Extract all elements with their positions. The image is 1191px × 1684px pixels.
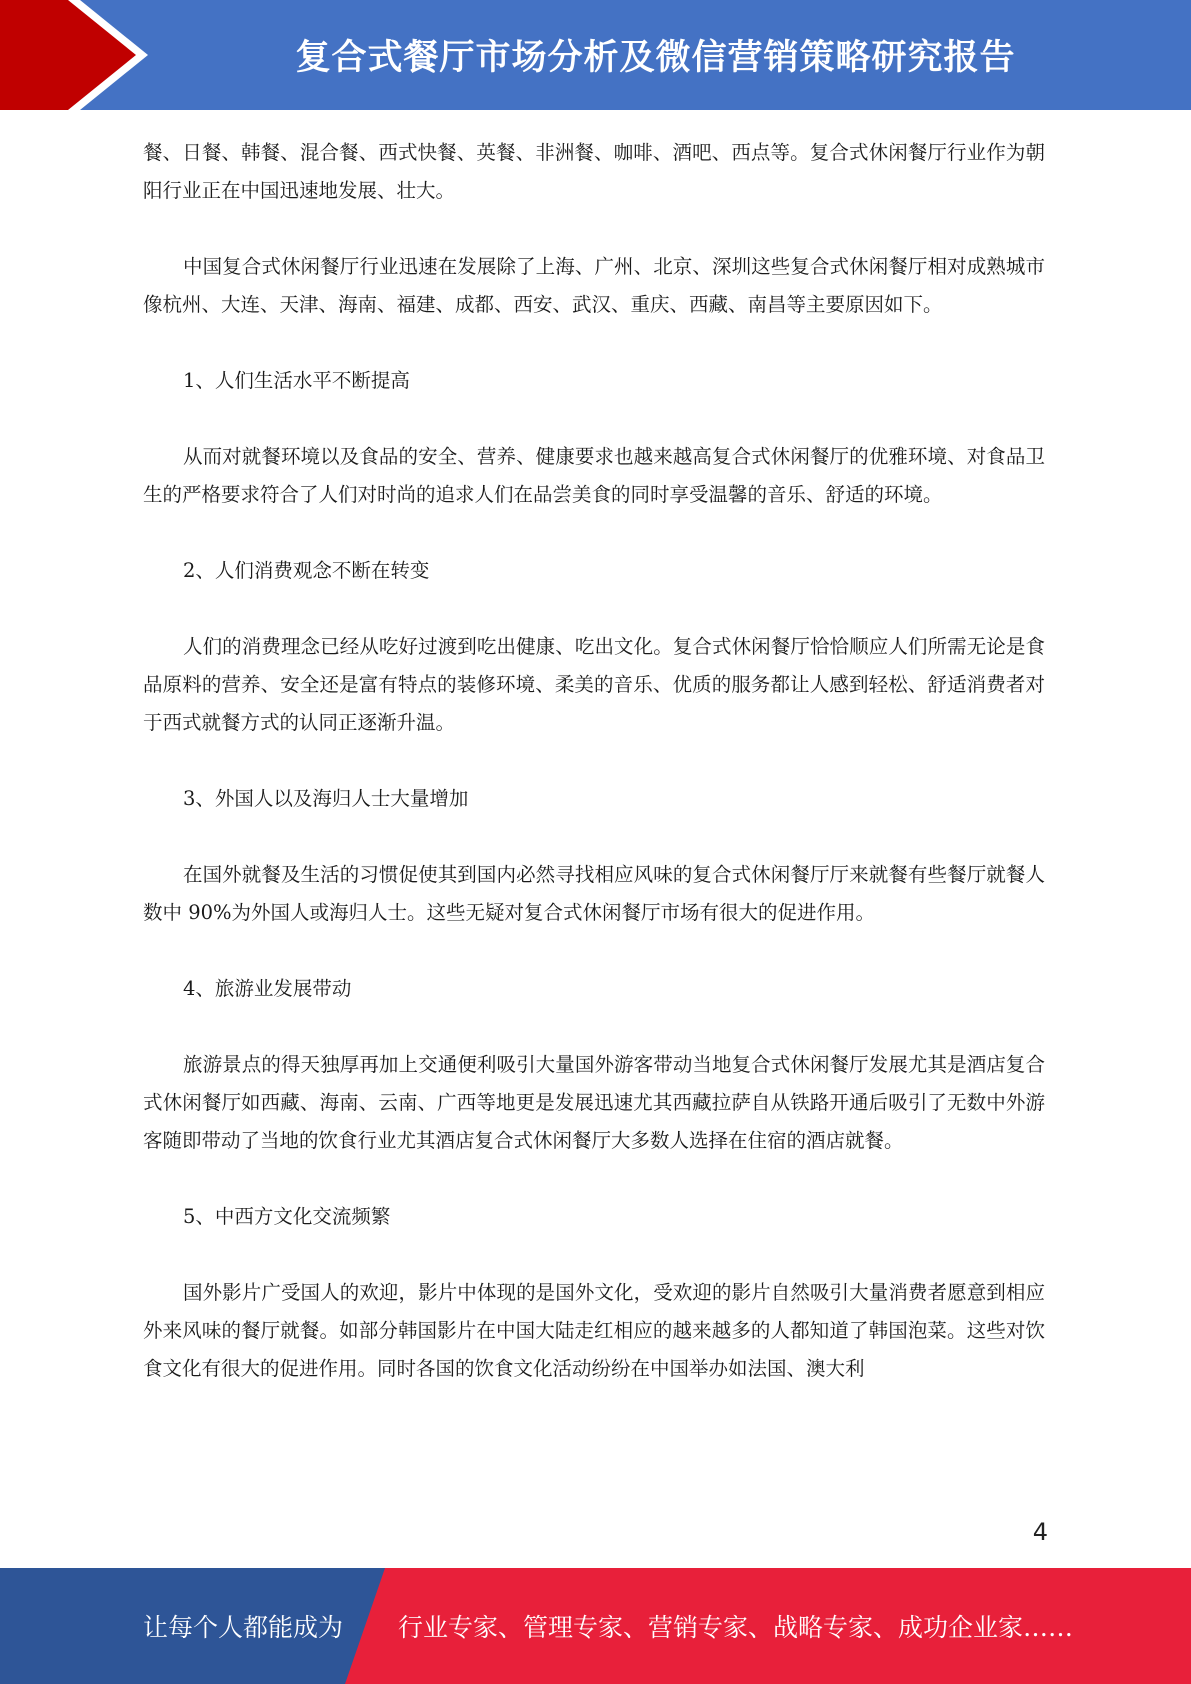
paragraph: 中国复合式休闲餐厅行业迅速在发展除了上海、广州、北京、深圳这些复合式休闲餐厅相对成熟城市像杭州、大连、天津、海南、福建、成都、西安、武汉、重庆、西藏、南昌等主要原因如下。 [143,255,1045,316]
page-footer [0,1568,1191,1684]
paragraph: 在国外就餐及生活的习惯促使其到国内必然寻找相应风味的复合式休闲餐厅厅来就餐有些餐厅就餐人数中 90%为外国人或海归人士。这些无疑对复合式休闲餐厅市场有很大的促进作用。 [143,863,1045,924]
paragraph: 从而对就餐环境以及食品的安全、营养、健康要求也越来越高复合式休闲餐厅的优雅环境、对食品卫生的严格要求符合了人们对时尚的追求人们在品尝美食的同时享受温馨的音乐、舒适的环境。 [143,445,1045,506]
section-heading: 1、人们生活水平不断提高 [183,369,410,392]
footer-slogan-left: 让每个人都能成为 [143,1613,344,1642]
paragraph: 国外影片广受国人的欢迎，影片中体现的是国外文化，受欢迎的影片自然吸引大量消费者愿意到相应外来风味的餐厅就餐。如部分韩国影片在中国大陆走红相应的越来越多的人都知道了韩国泡菜。这些对饮食文化有很大的促进作用。同时各国的饮食文化活动纷纷在中国举办如法国、澳大利 [143,1281,1045,1380]
section-heading: 5、中西方文化交流频繁 [183,1205,391,1228]
document-title: 复合式餐厅市场分析及微信营销策略研究报告 [295,38,1016,78]
document-body [143,134,1045,1426]
section-heading: 4、旅游业发展带动 [183,977,352,1000]
page-header [0,0,1191,110]
section-heading: 2、人们消费观念不断在转变 [183,559,430,582]
paragraph: 人们的消费理念已经从吃好过渡到吃出健康、吃出文化。复合式休闲餐厅恰恰顺应人们所需无论是食品原料的营养、安全还是富有特点的装修环境、柔美的音乐、优质的服务都让人感到轻松、舒适消费者对于西式就餐方式的认同正逐渐升温。 [143,635,1045,734]
page-number: 4 [1032,1518,1048,1546]
footer-slogan-right: 行业专家、管理专家、营销专家、战略专家、成功企业家…… [398,1613,1074,1642]
paragraph: 旅游景点的得天独厚再加上交通便利吸引大量国外游客带动当地复合式休闲餐厅发展尤其是酒店复合式休闲餐厅如西藏、海南、云南、广西等地更是发展迅速尤其西藏拉萨自从铁路开通后吸引了无数中外游客随即带动了当地的饮食行业尤其酒店复合式休闲餐厅大多数人选择在住宿的酒店就餐。 [143,1053,1045,1152]
section-heading: 3、外国人以及海归人士大量增加 [183,787,469,810]
paragraph-continuation: 餐、日餐、韩餐、混合餐、西式快餐、英餐、非洲餐、咖啡、酒吧、西点等。复合式休闲餐厅行业作为朝阳行业正在中国迅速地发展、壮大。 [143,141,1045,202]
